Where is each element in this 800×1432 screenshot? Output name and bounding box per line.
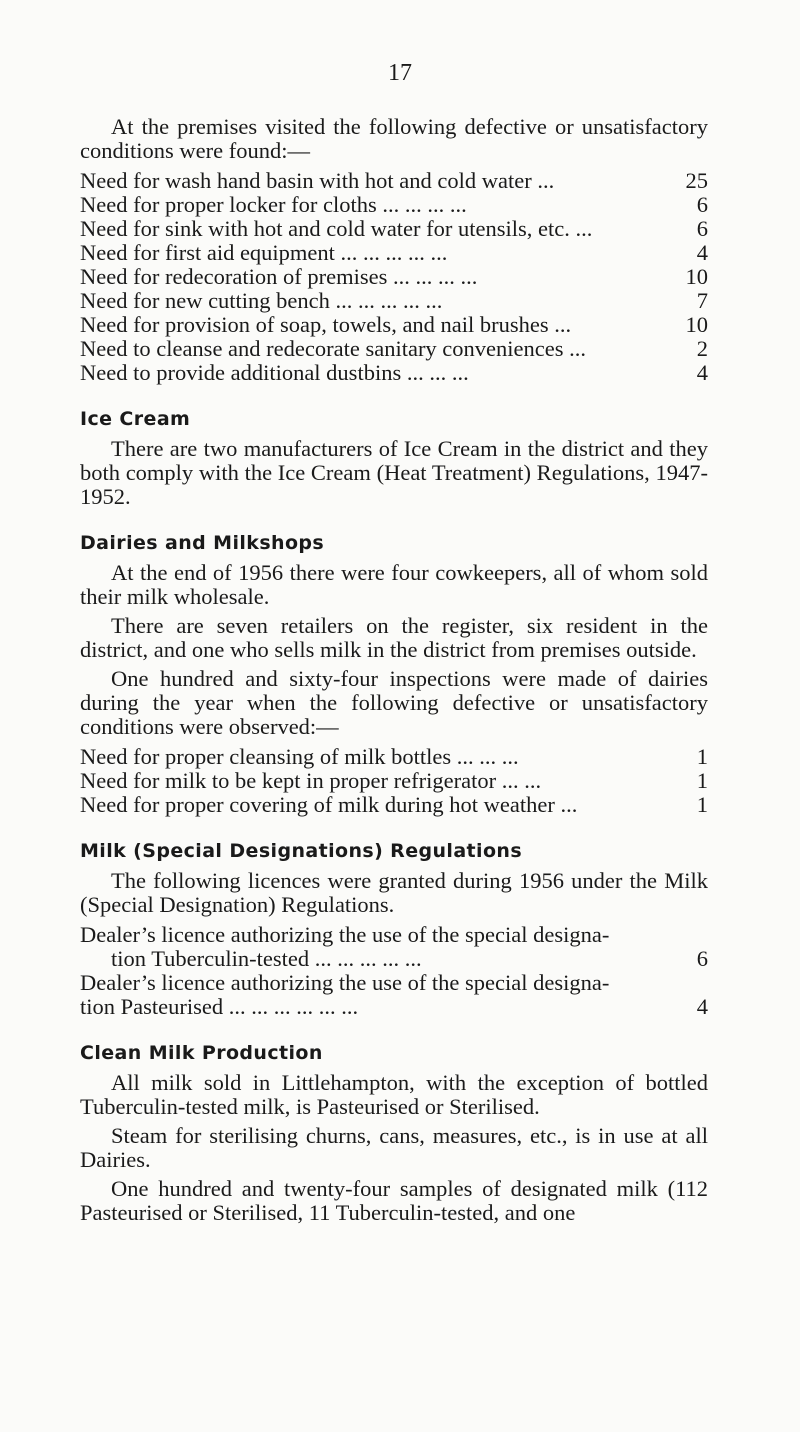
list-item bbox=[80, 217, 708, 241]
item-count: 4 bbox=[696, 240, 708, 265]
item-count: 2 bbox=[696, 336, 708, 361]
list-item bbox=[80, 745, 708, 769]
item-count: 1 bbox=[696, 744, 708, 769]
clean-milk-paragraph-1: All milk sold in Littlehampton, with the exception of bottled Tuberculin-tested milk, is Pasteurised or Sterilised. bbox=[80, 1070, 708, 1119]
list-item bbox=[80, 361, 708, 385]
licence-line bbox=[80, 995, 708, 1019]
licence-line bbox=[80, 923, 708, 947]
licence-line bbox=[80, 971, 708, 995]
list-item bbox=[80, 337, 708, 361]
licence-text: Dealer’s licence authorizing the use of the special designa- bbox=[80, 971, 610, 995]
item-label: Need to provide additional dustbins ... ... ... bbox=[80, 361, 469, 385]
licence-text: tion Pasteurised ... ... ... ... ... ... bbox=[80, 995, 359, 1019]
list-item bbox=[80, 289, 708, 313]
list-item bbox=[80, 313, 708, 337]
licence-text: Dealer’s licence authorizing the use of the special designa- bbox=[80, 923, 610, 947]
item-label: Need for first aid equipment ... ... ... ... ... bbox=[80, 241, 448, 265]
item-count: 25 bbox=[685, 168, 708, 193]
item-count: 6 bbox=[696, 192, 708, 217]
item-count: 7 bbox=[696, 288, 708, 313]
item-label: Need for proper cleansing of milk bottles ... ... ... bbox=[80, 745, 519, 769]
licence-count: 6 bbox=[696, 946, 708, 971]
item-count: 1 bbox=[696, 768, 708, 793]
item-label: Need for sink with hot and cold water for utensils, etc. ... bbox=[80, 217, 593, 241]
milk-regulations-intro: The following licences were granted during 1956 under the Milk (Special Designation) Regulations. bbox=[80, 868, 708, 917]
licence-count: 4 bbox=[696, 994, 708, 1019]
item-label: Need for wash hand basin with hot and cold water ... bbox=[80, 169, 555, 193]
list-item bbox=[80, 193, 708, 217]
item-label: Need for provision of soap, towels, and nail brushes ... bbox=[80, 313, 572, 337]
premises-intro: At the premises visited the following defective or unsatisfactory conditions were found:— bbox=[80, 114, 708, 163]
licence-text: tion Tuberculin-tested ... ... ... ... ... bbox=[111, 947, 422, 971]
item-count: 4 bbox=[696, 360, 708, 385]
milk-regulations-heading: Milk (Special Designations) Regulations bbox=[80, 840, 523, 862]
item-label: Need for redecoration of premises ... ... ... ... bbox=[80, 265, 478, 289]
licence-line bbox=[80, 947, 708, 971]
premises-defects-list bbox=[80, 169, 708, 385]
dairies-paragraph-2: There are seven retailers on the register, six resident in the district, and one who sells milk in the district from premises outside. bbox=[80, 613, 708, 662]
list-item bbox=[80, 241, 708, 265]
item-count: 1 bbox=[696, 792, 708, 817]
item-label: Need to cleanse and redecorate sanitary conveniences ... bbox=[80, 337, 586, 361]
clean-milk-paragraph-2: Steam for sterilising churns, cans, measures, etc., is in use at all Dairies. bbox=[80, 1123, 708, 1172]
clean-milk-heading: Clean Milk Production bbox=[80, 1042, 323, 1064]
list-item bbox=[80, 769, 708, 793]
list-item bbox=[80, 265, 708, 289]
item-count: 6 bbox=[696, 216, 708, 241]
ice-cream-heading: Ice Cream bbox=[80, 408, 191, 430]
dairies-paragraph-1: At the end of 1956 there were four cowkeepers, all of whom sold their milk wholesale. bbox=[80, 560, 708, 609]
item-label: Need for new cutting bench ... ... ... ... ... bbox=[80, 289, 443, 313]
item-label: Need for proper covering of milk during hot weather ... bbox=[80, 793, 578, 817]
list-item bbox=[80, 169, 708, 193]
item-count: 10 bbox=[685, 264, 708, 289]
licences-list bbox=[80, 923, 708, 1019]
page-content bbox=[80, 115, 708, 1225]
dairies-defects-list bbox=[80, 745, 708, 817]
dairies-paragraph-3: One hundred and sixty-four inspections were made of dairies during the year when the following defective or unsatisfactory conditions were observed:— bbox=[80, 666, 708, 739]
list-item bbox=[80, 793, 708, 817]
page-number: 17 bbox=[388, 60, 412, 86]
item-label: Need for milk to be kept in proper refrigerator ... ... bbox=[80, 769, 542, 793]
clean-milk-paragraph-3: One hundred and twenty-four samples of designated milk (112 Pasteurised or Sterilised, 11 Tuberculin-tested, and one bbox=[80, 1176, 708, 1225]
dairies-heading: Dairies and Milkshops bbox=[80, 532, 325, 554]
ice-cream-text: There are two manufacturers of Ice Cream in the district and they both comply with the Ice Cream (Heat Treatment) Regulations, 1947-1952. bbox=[80, 436, 708, 509]
item-label: Need for proper locker for cloths ... ... ... ... bbox=[80, 193, 467, 217]
item-count: 10 bbox=[685, 312, 708, 337]
